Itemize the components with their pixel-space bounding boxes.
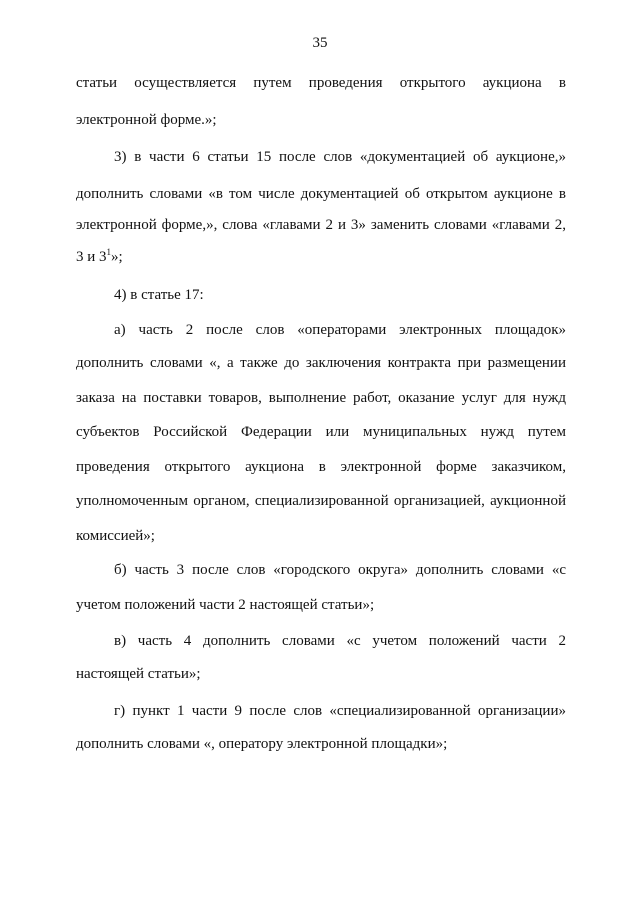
paragraph-line: г) пункт 1 части 9 после слов «специализированной организации» (114, 703, 566, 719)
paragraph-line: б) часть 3 после слов «городского округа» дополнить словами «с (114, 562, 566, 578)
paragraph-line: субъектов Российской Федерации или муниципальных нужд путем (76, 424, 566, 440)
paragraph-line: дополнить словами «в том числе документацией об открытом аукционе в (76, 186, 566, 202)
paragraph-line: уполномоченным органом, специализированной организацией, аукционной (76, 493, 566, 509)
paragraph-line: проведения открытого аукциона в электронной форме заказчиком, (76, 459, 566, 475)
superscript: 1 (106, 247, 112, 257)
paragraph-line: электронной форме,», слова «главами 2 и 3» заменить словами «главами 2, (76, 217, 566, 233)
line-text: »; (111, 249, 123, 265)
paragraph-line: комиссией»; (76, 528, 155, 544)
paragraph-line: настоящей статьи»; (76, 666, 201, 682)
paragraph-line: заказа на поставки товаров, выполнение работ, оказание услуг для нужд (76, 390, 566, 406)
paragraph-line: дополнить словами «, оператору электронной площадки»; (76, 736, 448, 752)
paragraph-line: в) часть 4 дополнить словами «с учетом положений части 2 (114, 633, 566, 649)
page-number: 35 (312, 35, 328, 51)
paragraph-line: учетом положений части 2 настоящей статьи»; (76, 597, 375, 613)
paragraph-line: 3) в части 6 статьи 15 после слов «документацией об аукционе,» (114, 149, 566, 165)
line-text: 3 и 3 (76, 249, 107, 265)
paragraph-line: статьи осуществляется путем проведения открытого аукциона в (76, 75, 566, 91)
paragraph-line: а) часть 2 после слов «операторами электронных площадок» (114, 322, 566, 338)
paragraph-line: 4) в статье 17: (114, 287, 204, 303)
paragraph-line: электронной форме.»; (76, 112, 217, 128)
paragraph-line: дополнить словами «, а также до заключения контракта при размещении (76, 355, 566, 371)
paragraph-line-with-superscript (76, 247, 566, 267)
